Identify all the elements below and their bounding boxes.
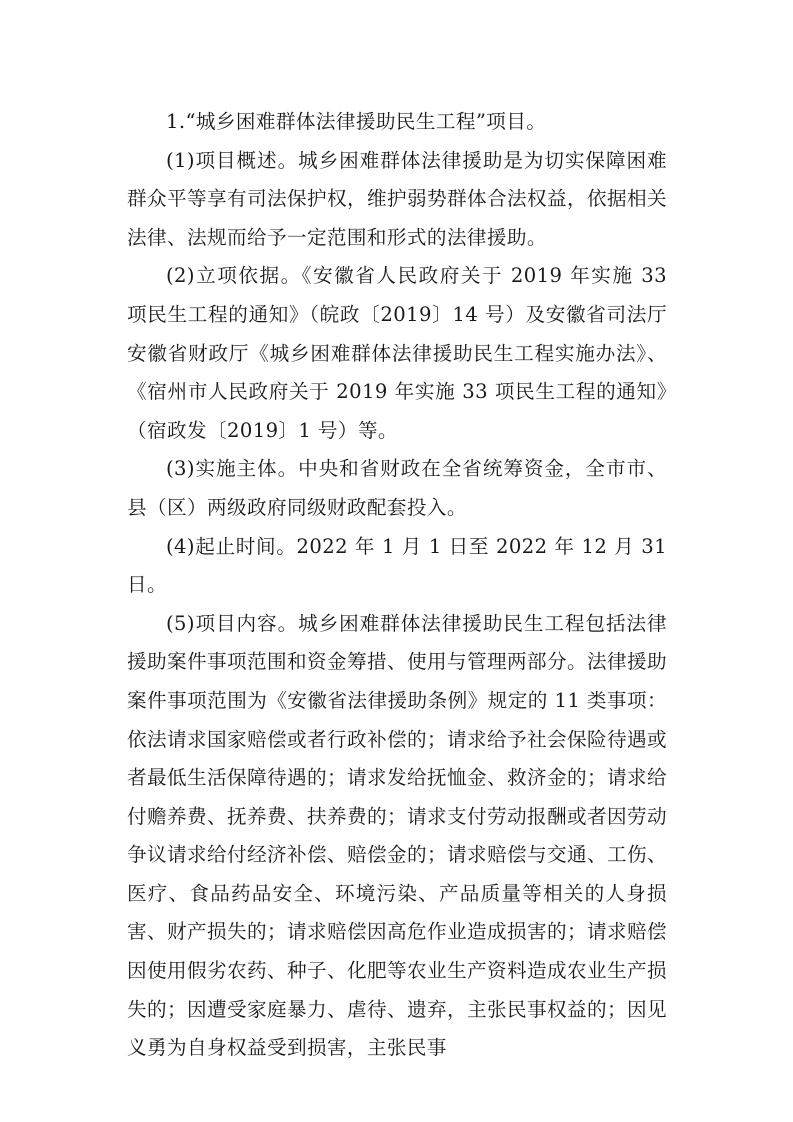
paragraph-implementer: (3)实施主体。中央和省财政在全省统筹资金，全市市、县（区）两级政府同级财政配套投入。 xyxy=(127,457,667,519)
document-body xyxy=(127,103,667,1068)
paragraph-basis: (2)立项依据。《安徽省人民政府关于 2019 年实施 33 项民生工程的通知》（皖政〔2019〕14 号）及安徽省司法厅安徽省财政厅《城乡困难群体法律援助民生工程实施办法》、《宿州市人民政府关于 2019 年实施 33 项民生工程的通知》（宿政发〔2019〕1 号）等。 xyxy=(127,264,667,442)
paragraph-content: (5)项目内容。城乡困难群体法律援助民生工程包括法律援助案件事项范围和资金筹措、使用与管理两部分。法律援助案件事项范围为《安徽省法律援助条例》规定的 11 类事项：依法请求国家赔偿或者行政补偿的；请求给予社会保险待遇或者最低生活保障待遇的；请求发给抚恤金、救济金的；请求给付赡养费、抚养费、扶养费的；请求支付劳动报酬或者因劳动争议请求给付经济补偿、赔偿金的；请求赔偿与交通、工伤、医疗、食品药品安全、环境污染、产品质量等相关的人身损害、财产损失的；请求赔偿因高危作业造成损害的；请求赔偿因使用假劣农药、种子、化肥等农业生产资料造成农业生产损失的；因遭受家庭暴力、虐待、遗弃，主张民事权益的；因见义勇为自身权益受到损害，主张民事 xyxy=(127,611,667,1060)
paragraph-duration: (4)起止时间。2022 年 1 月 1 日至 2022 年 12 月 31 日。 xyxy=(127,534,667,597)
section-heading-project: 1.“城乡困难群体法律援助民生工程”项目。 xyxy=(166,110,547,133)
paragraph-overview: (1)项目概述。城乡困难群体法律援助是为切实保障困难群众平等享有司法保护权，维护弱势群体合法权益，依据相关法律、法规而给予一定范围和形式的法律援助。 xyxy=(127,148,667,249)
